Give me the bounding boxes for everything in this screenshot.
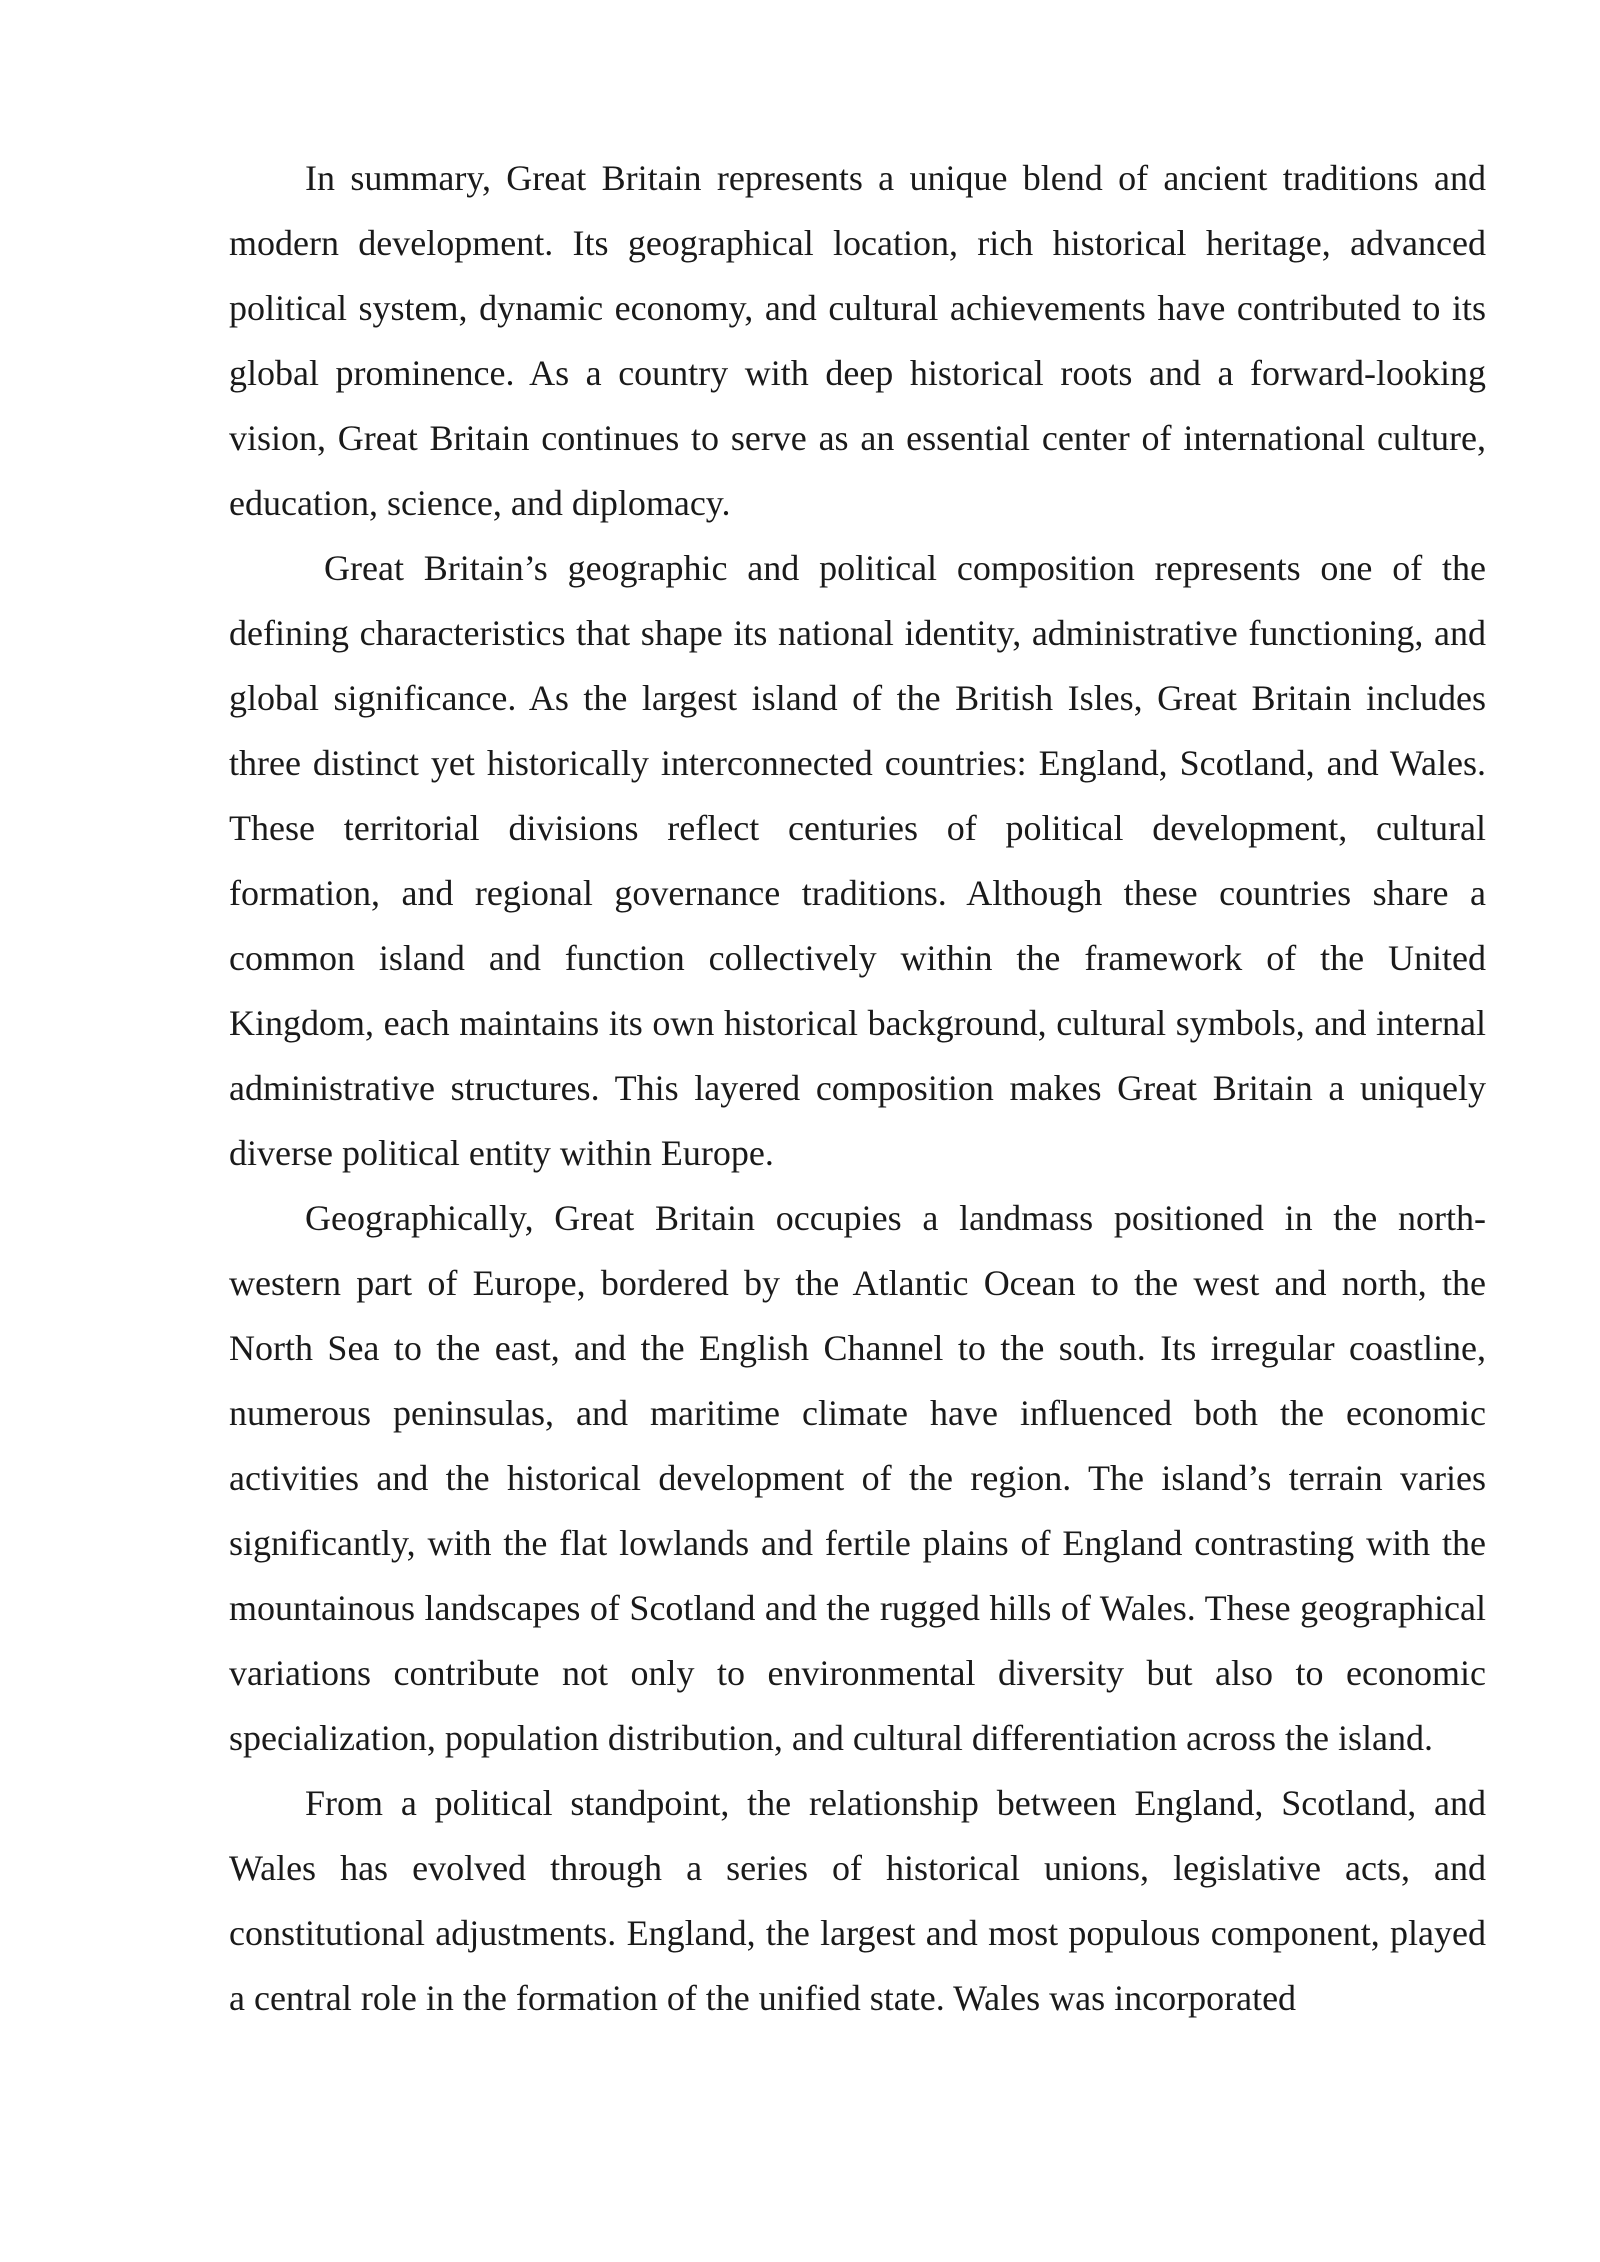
paragraph-composition: Great Britain’s geographic and political composition represents one of the defining characteristics that shape its national identity, administrative functioning, and global significance. As the largest island of the British Isles, Great Britain includes three distinct yet historically interconnected countries: England, Scotland, and Wales. These territorial divisions reflect centuries of political development, cultural formation, and regional governance traditions. Although these countries share a common island and function collectively within the framework of the United Kingdom, each maintains its own historical background, cultural symbols, and internal administrative structures. This layered composition makes Great Britain a uniquely diverse political entity within Europe.: [229, 548, 1486, 1173]
document-body: [229, 146, 1486, 2031]
paragraph-political: From a political standpoint, the relationship between England, Scotland, and Wales has evolved through a series of historical unions, legislative acts, and constitutional adjustments. England, the largest and most populous component, played a central role in the formation of the unified state. Wales was incorporated: [229, 1783, 1486, 2018]
paragraph-geography: Geographically, Great Britain occupies a landmass positioned in the north-western part of Europe, bordered by the Atlantic Ocean to the west and north, the North Sea to the east, and the English Channel to the south. Its irregular coastline, numerous peninsulas, and maritime climate have influenced both the economic activities and the historical development of the region. The island’s terrain varies significantly, with the flat lowlands and fertile plains of England contrasting with the mountainous landscapes of Scotland and the rugged hills of Wales. These geographical variations contribute not only to environmental diversity but also to economic specialization, population distribution, and cultural differentiation across the island.: [229, 1198, 1486, 1758]
paragraph-summary: In summary, Great Britain represents a unique blend of ancient traditions and modern development. Its geographical location, rich historical heritage, advanced political system, dynamic economy, and cultural achievements have contributed to its global prominence. As a country with deep historical roots and a forward-looking vision, Great Britain continues to serve as an essential center of international culture, education, science, and diplomacy.: [229, 158, 1486, 523]
